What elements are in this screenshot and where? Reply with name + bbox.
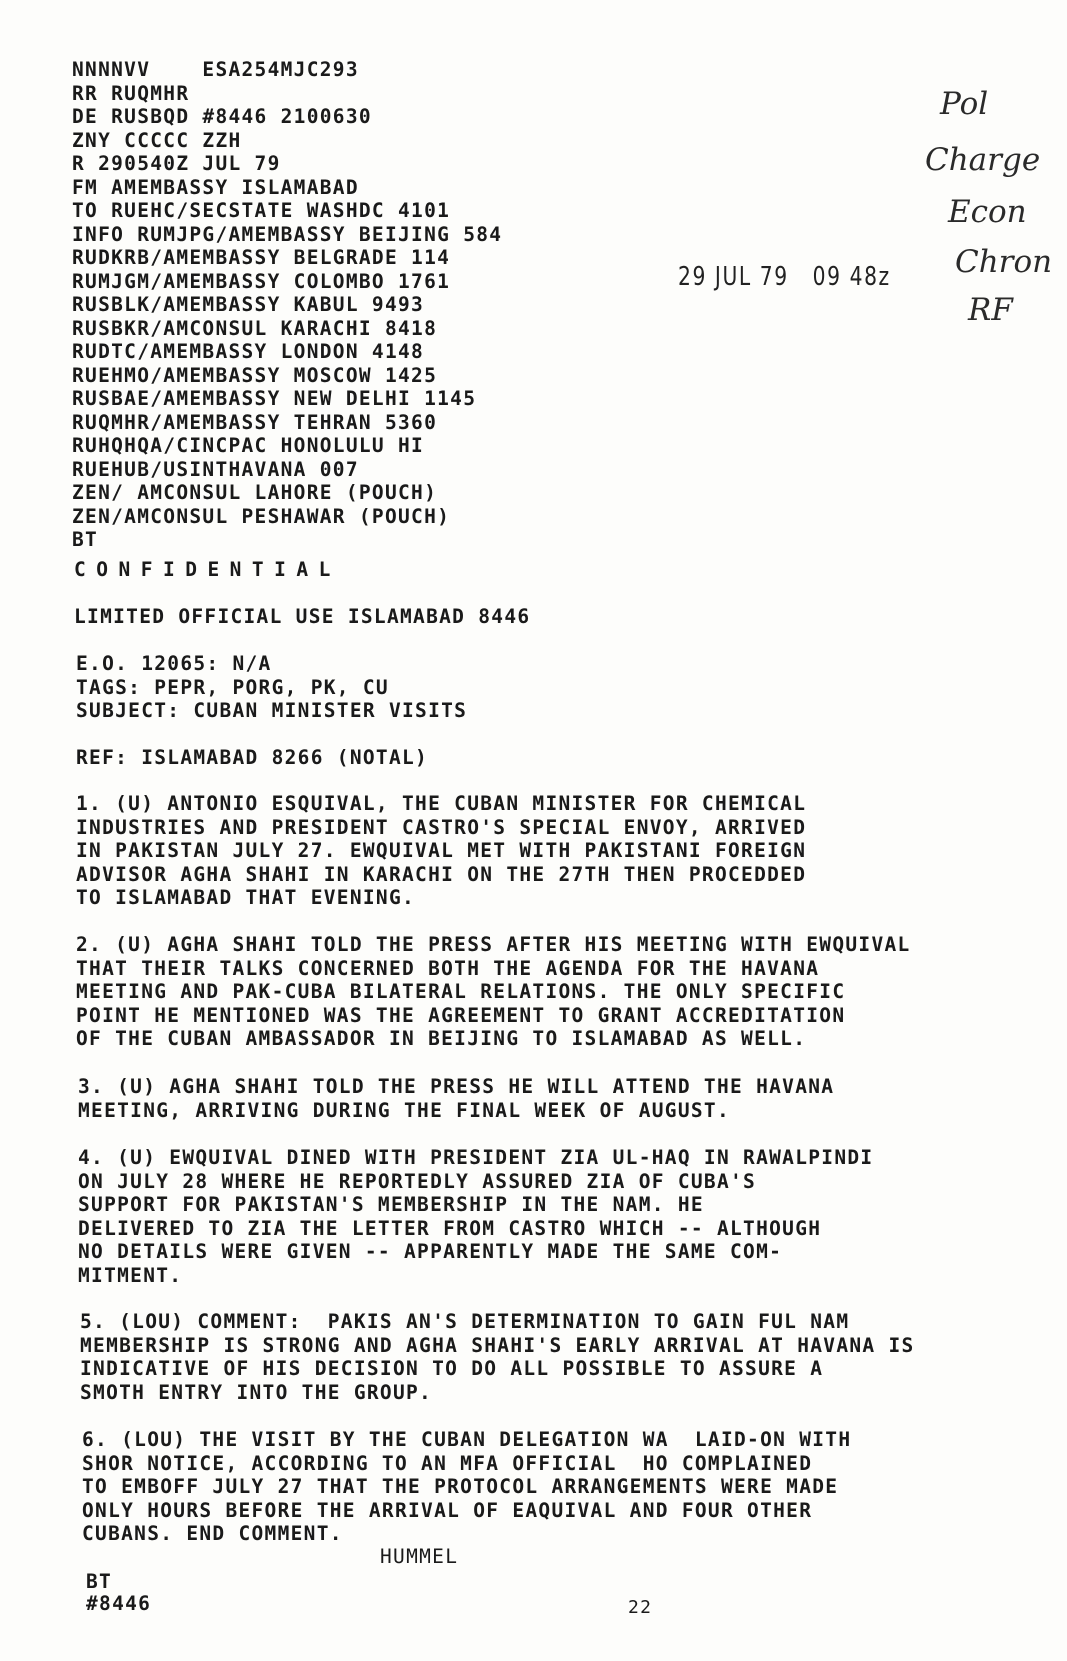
paragraph-6: 6. (LOU) THE VISIT BY THE CUBAN DELEGATION WA LAID-ON WITH SHOR NOTICE, ACCORDING TO AN MFA OFFICIAL HO COMPLAINED TO EMBOFF JULY 27 THAT THE PROTOCOL ARRANGEMENTS WERE MADE ONLY HOURS BEFORE THE ARRIVAL OF EAQUIVAL AND FOUR OTHER CUBANS. END COMMENT.	[82, 1428, 852, 1545]
signature: HUMMEL	[380, 1545, 459, 1568]
paragraph-3: 3. (U) AGHA SHAHI TOLD THE PRESS HE WILL ATTEND THE HAVANA MEETING, ARRIVING DURING THE FINAL WEEK OF AUGUST.	[78, 1075, 835, 1122]
routing-header: NNNNVV ESA254MJC293 RR RUQMHR DE RUSBQD #8446 2100630 ZNY CCCCC ZZH R 290540Z JUL 79 FM AMEMBASSY ISLAMABAD TO RUEHC/SECSTATE WASHDC 4101 INFO RUMJPG/AMEMBASSY BEIJING 584 RUDKRB/AMEMBASSY BELGRADE 114 RUMJGM/AMEMBASSY COLOMBO 1761 RUSBLK/AMEMBASSY KABUL 9493 RUSBKR/AMCONSUL KARACHI 8418 RUDTC/AMEMBASSY LONDON 4148 RUEHMO/AMEMBASSY MOSCOW 1425 RUSBAE/AMEMBASSY NEW DELHI 1145 RUQMHR/AMEMBASSY TEHRAN 5360 RUHQHQA/CINCPAC HONOLULU HI RUEHUB/USINTHAVANA 007 ZEN/ AMCONSUL LAHORE (POUCH) ZEN/AMCONSUL PESHAWAR (POUCH) BT	[72, 58, 503, 551]
received-date-stamp: 29 JUL 79 09 48z	[678, 262, 891, 292]
handwritten-note-chron: Chron	[955, 244, 1053, 280]
paragraph-1: 1. (U) ANTONIO ESQUIVAL, THE CUBAN MINISTER FOR CHEMICAL INDUSTRIES AND PRESIDENT CASTRO'S SPECIAL ENVOY, ARRIVED IN PAKISTAN JULY 27. EWQUIVAL MET WITH PAKISTANI FOREIGN ADVISOR AGHA SHAHI IN KARACHI ON THE 27TH THEN PROCEDDED TO ISLAMABAD THAT EVENING.	[76, 792, 807, 909]
handwritten-note-rf: RF	[968, 292, 1013, 328]
handwritten-note-pol: Pol	[940, 86, 989, 122]
handwritten-note-econ: Econ	[948, 194, 1027, 230]
message-number: #8446	[86, 1592, 152, 1615]
reference-line: REF: ISLAMABAD 8266 (NOTAL)	[76, 746, 429, 769]
limited-use-line: LIMITED OFFICIAL USE ISLAMABAD 8446	[74, 605, 531, 628]
classification-marking: CONFIDENTIAL	[74, 558, 341, 581]
page-number: 22	[628, 1597, 653, 1618]
paragraph-5: 5. (LOU) COMMENT: PAKIS AN'S DETERMINATION TO GAIN FUL NAM MEMBERSHIP IS STRONG AND AGHA SHAHI'S EARLY ARRIVAL AT HAVANA IS INDICATIVE OF HIS DECISION TO DO ALL POSSIBLE TO ASSURE A SMOTH ENTRY INTO THE GROUP.	[80, 1310, 915, 1404]
paragraph-4: 4. (U) EWQUIVAL DINED WITH PRESIDENT ZIA UL-HAQ IN RAWALPINDI ON JULY 28 WHERE HE REPORTEDLY ASSURED ZIA OF CUBA'S SUPPORT FOR PAKISTAN'S MEMBERSHIP IN THE NAM. HE DELIVERED TO ZIA THE LETTER FROM CASTRO WHICH -- ALTHOUGH NO DETAILS WERE GIVEN -- APPARENTLY MADE THE SAME COM- MITMENT.	[78, 1146, 874, 1287]
tags-subject-block: E.O. 12065: N/A TAGS: PEPR, PORG, PK, CU SUBJECT: CUBAN MINISTER VISITS	[76, 652, 468, 722]
footer-break: BT	[86, 1570, 113, 1593]
handwritten-note-charge: Charge	[925, 142, 1041, 178]
paragraph-2: 2. (U) AGHA SHAHI TOLD THE PRESS AFTER HIS MEETING WITH EWQUIVAL THAT THEIR TALKS CONCERNED BOTH THE AGENDA FOR THE HAVANA MEETING AND PAK-CUBA BILATERAL RELATIONS. THE ONLY SPECIFIC POINT HE MENTIONED WAS THE AGREEMENT TO GRANT ACCREDITATION OF THE CUBAN AMBASSADOR IN BEIJING TO ISLAMABAD AS WELL.	[76, 933, 911, 1050]
